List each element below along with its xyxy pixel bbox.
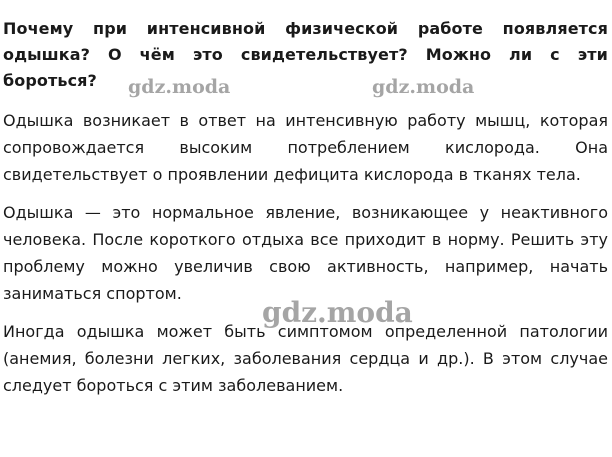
- watermark-gdz-moda-3: gdz.moda: [262, 296, 413, 329]
- question-heading: Почему при интенсивной физической работе появляется одышка? О чём это свидетельствует? Можно ли с эти бороться?: [3, 19, 608, 90]
- watermark-gdz-moda-1: gdz.moda: [128, 76, 231, 98]
- answer-paragraph-2: Одышка — это нормальное явление, возникающее у неактивного человека. После короткого отдыха все приходит в норму. Решить эту проблему можно увеличив свою активность, например, начать заниматься спортом.: [3, 203, 608, 303]
- watermark-gdz-moda-2: gdz.moda: [372, 76, 475, 98]
- answer-paragraph-1: Одышка возникает в ответ на интенсивную работу мышц, которая сопровождается высоким потреблением кислорода. Она свидетельствует о проявлении дефицита кислорода в тканях тела.: [3, 111, 608, 184]
- answer-paragraph-3: Иногда одышка может быть симптомом определенной патологии (анемия, болезни легких, заболевания сердца и др.). В этом случае следует бороться с этим заболеванием.: [3, 322, 608, 395]
